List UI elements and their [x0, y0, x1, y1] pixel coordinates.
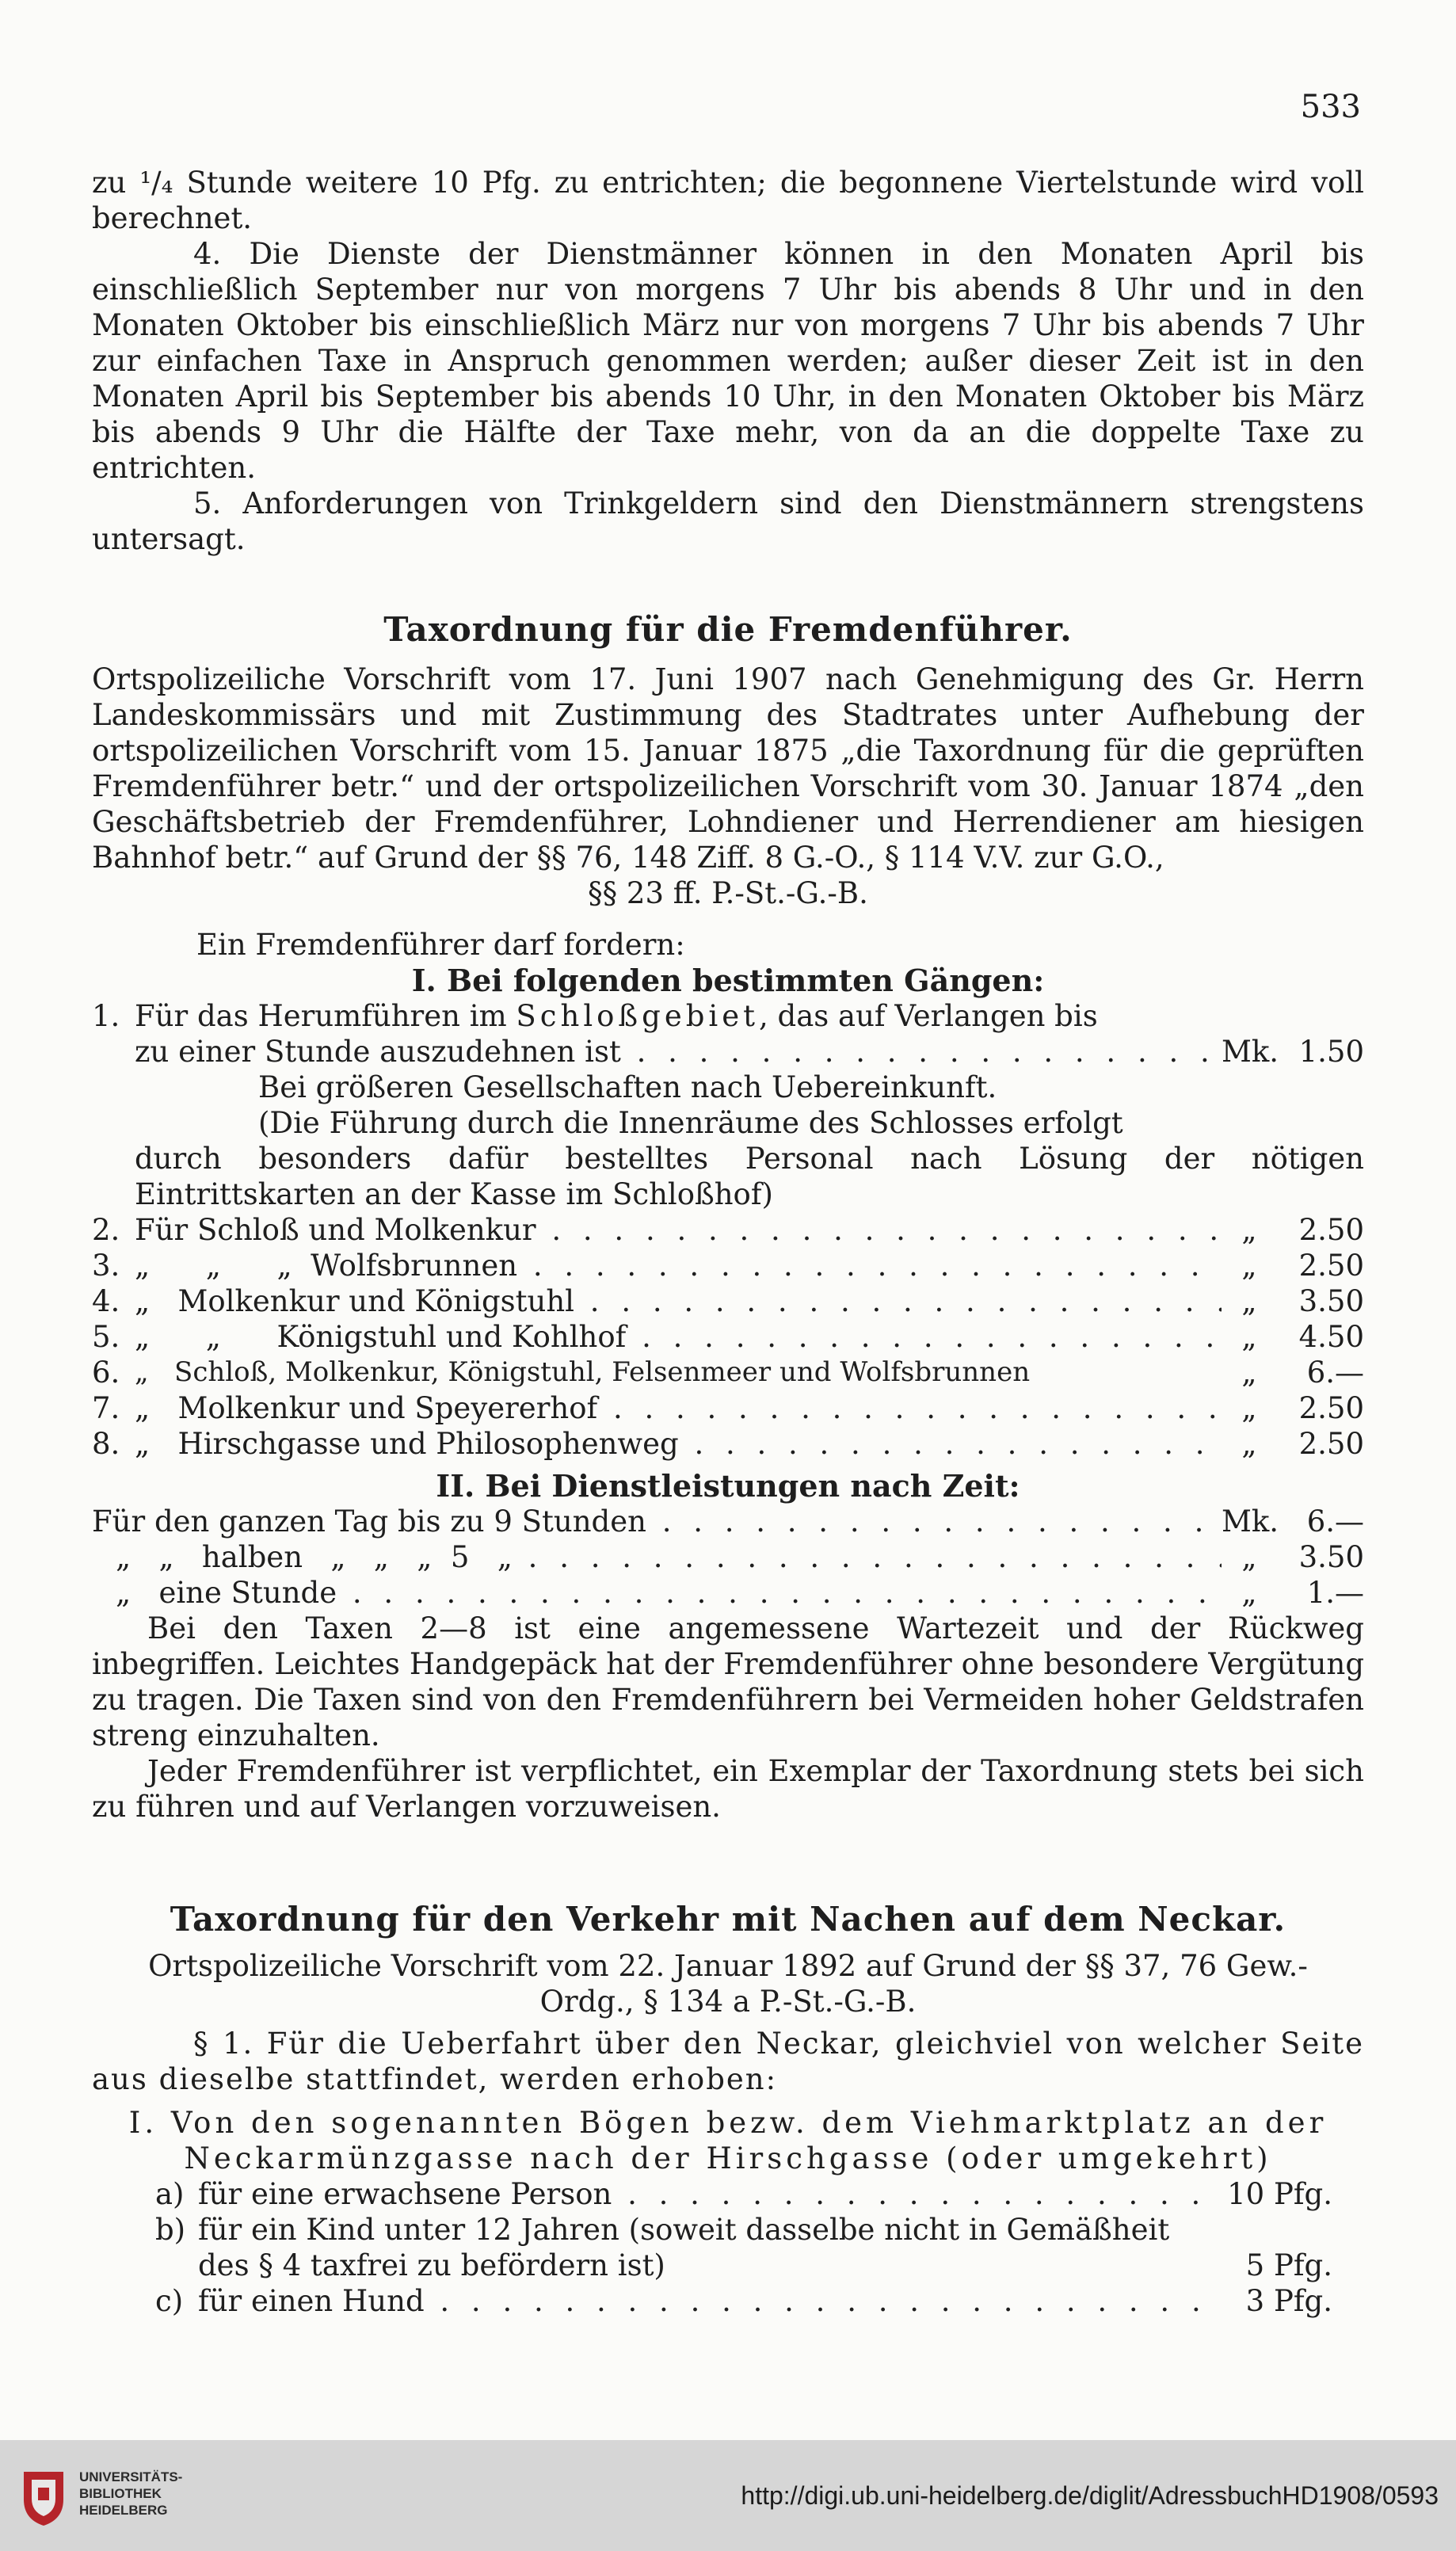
fremdenfuehrer-section [92, 610, 1364, 1825]
table-row: 5. „ „ Königstuhl und Kohlhof . . . „ 4.50 [92, 1319, 1364, 1355]
section1-preamble-end: §§ 23 ff. P.-St.-G.-B. [588, 876, 868, 910]
table-row: b) für ein Kind unter 12 Jahren (soweit dasselbe nicht in Gemäßheit des § 4 taxfrei zu befördern ist) 5 Pfg. [155, 2213, 1332, 2282]
item-1-line-2-text: zu einer Stunde auszudehnen ist . . . [135, 1034, 1222, 1070]
time-price-list [92, 1504, 1364, 1611]
section2-preamble: Ortspolizeiliche Vorschrift vom 22. Januar 1892 auf Grund der §§ 37, 76 Gew.-Ordg., § 134 a P.-St.-G.-B. [148, 1949, 1308, 2019]
nachen-section [92, 1900, 1364, 2319]
section2-paragraph-1: § 1. Für die Ueberfahrt über den Neckar, gleichviel von welcher Seite aus dieselbe stattfindet, werden erhoben: [92, 2027, 1364, 2096]
viewer-footer [0, 2440, 1456, 2551]
item-1-text-a: Für das Herumführen im [135, 999, 516, 1033]
price-list [92, 1212, 1364, 1462]
item-1-note-1: Bei größeren Gesellschaften nach Uebereinkunft. [258, 1070, 997, 1104]
item-1-unit: Mk. [1222, 1035, 1279, 1069]
item-1-note-2a: (Die Führung durch die Innenräume des Schlosses erfolgt [258, 1106, 1123, 1140]
table-row: 4. „ Molkenkur und Königstuhl . . . „ 3.50 [92, 1283, 1364, 1319]
section-heading-nachen: Taxordnung für den Verkehr mit Nachen auf dem Neckar. [170, 1900, 1286, 1939]
item-1-text-b: Schloßgebiet [516, 999, 760, 1033]
table-row: c) für einen Hund . . . 3 Pfg. [155, 2283, 1332, 2319]
item-1-text-c: , das auf Verlangen bis [759, 999, 1098, 1033]
section-heading-fremdenfuehrer: Taxordnung für die Fremdenführer. [383, 610, 1073, 649]
table-row: 8. „ Hirschgasse und Philosophenweg . . . „ 2.50 [92, 1426, 1364, 1462]
intro-paragraph-2: 4. Die Dienste der Dienstmänner können in den Monaten April bis einschließlich September nur von morgens 7 Uhr bis abends 8 Uhr und in den Monaten Oktober bis einschließlich März nur von morgens 7 Uhr bis abends 7 Uhr zur einfachen Taxe in Anspruch genommen werden; außer dieser Zeit ist in den Monaten April bis September bis abends 10 Uhr, in den Monaten Oktober bis März bis abends 9 Uhr die Hälfte der Taxe mehr, von da an die doppelte Taxe zu entrichten. [92, 237, 1364, 485]
item-1-line-2 [92, 1034, 1364, 1070]
table-row: a) für eine erwachsene Person . . . 10 Pfg. [155, 2176, 1332, 2212]
item-1-note-2b: durch besonders dafür bestelltes Personal nach Lösung der nötigen Eintrittskarten an der Kasse im Schloßhof) [135, 1142, 1364, 1211]
table-row: 6. „ Schloß, Molkenkur, Königstuhl, Felsenmeer und Wolfsbrunnen „ 6.— [92, 1356, 1364, 1390]
part2-title: II. Bei Dienstleistungen nach Zeit: [436, 1468, 1020, 1504]
source-url-link[interactable]: http://digi.ub.uni-heidelberg.de/diglit/AdressbuchHD1908/0593 [741, 2481, 1439, 2510]
intro-paragraph-1: zu ¹/₄ Stunde weitere 10 Pfg. zu entrichten; die begonnene Viertelstunde wird voll berechnet. [92, 166, 1364, 235]
section1-preamble: Ortspolizeiliche Vorschrift vom 17. Juni 1907 nach Genehmigung des Gr. Herrn Landeskommissärs und mit Zustimmung des Stadtrates unter Aufhebung der ortspolizeilichen Vorschrift vom 15. Januar 1875 „die Taxordnung für die geprüften Fremdenführer betr.“ und der ortspolizeilichen Vorschrift vom 30. Januar 1874 „den Geschäftsbetrieb der Fremdenführer, Lohndiener und Herrendiener am hiesigen Bahnhof betr.“ auf Grund der §§ 76, 148 Ziff. 8 G.-O., § 114 V.V. zur G.O., [92, 662, 1364, 875]
table-row: Für den ganzen Tag bis zu 9 Stunden . . . Mk. 6.— [92, 1504, 1364, 1539]
section2-sub-title: I. Von den sogenannten Bögen bezw. dem Viehmarktplatz an der Neckarmünzgasse nach der Hirschgasse (oder umgekehrt) [128, 2106, 1328, 2175]
ferry-fee-list [92, 2176, 1364, 2319]
university-seal-icon [16, 2464, 71, 2527]
item-1-price: 1.50 [1298, 1035, 1364, 1069]
item-1-number: 1. [92, 999, 120, 1033]
section1-closing-2: Jeder Fremdenführer ist verpflichtet, ein Exemplar der Taxordnung stets bei sich zu führen und auf Verlangen vorzuweisen. [92, 1754, 1364, 1824]
table-row: 3. „ „ „ Wolfsbrunnen . . . „ 2.50 [92, 1248, 1364, 1283]
part1-title: I. Bei folgenden bestimmten Gängen: [411, 963, 1045, 998]
section1-lead: Ein Fremdenführer darf fordern: [196, 928, 685, 962]
table-row: „ „ halben „ „ „ 5 „ . . . „ 3.50 [92, 1539, 1364, 1575]
table-row: 7. „ Molkenkur und Speyererhof . . . „ 2.50 [92, 1390, 1364, 1426]
intro-block [92, 165, 1364, 557]
section1-closing-1: Bei den Taxen 2—8 ist eine angemessene Wartezeit und der Rückweg inbegriffen. Leichtes Handgepäck hat der Fremdenführer ohne besondere Vergütung zu tragen. Die Taxen sind von den Fremdenführern bei Vermeiden hoher Geldstrafen streng einzuhalten. [92, 1611, 1364, 1752]
intro-paragraph-3: 5. Anforderungen von Trinkgeldern sind den Dienstmännern strengstens untersagt. [92, 486, 1364, 556]
page-number: 533 [1300, 89, 1361, 125]
library-name: UNIVERSITÄTS- BIBLIOTHEK HEIDELBERG [79, 2469, 183, 2518]
item-1-line-1 [92, 998, 1364, 1034]
table-row: „ eine Stunde . . . „ 1.— [92, 1575, 1364, 1611]
table-row: 2. Für Schloß und Molkenkur . . . „ 2.50 [92, 1212, 1364, 1248]
